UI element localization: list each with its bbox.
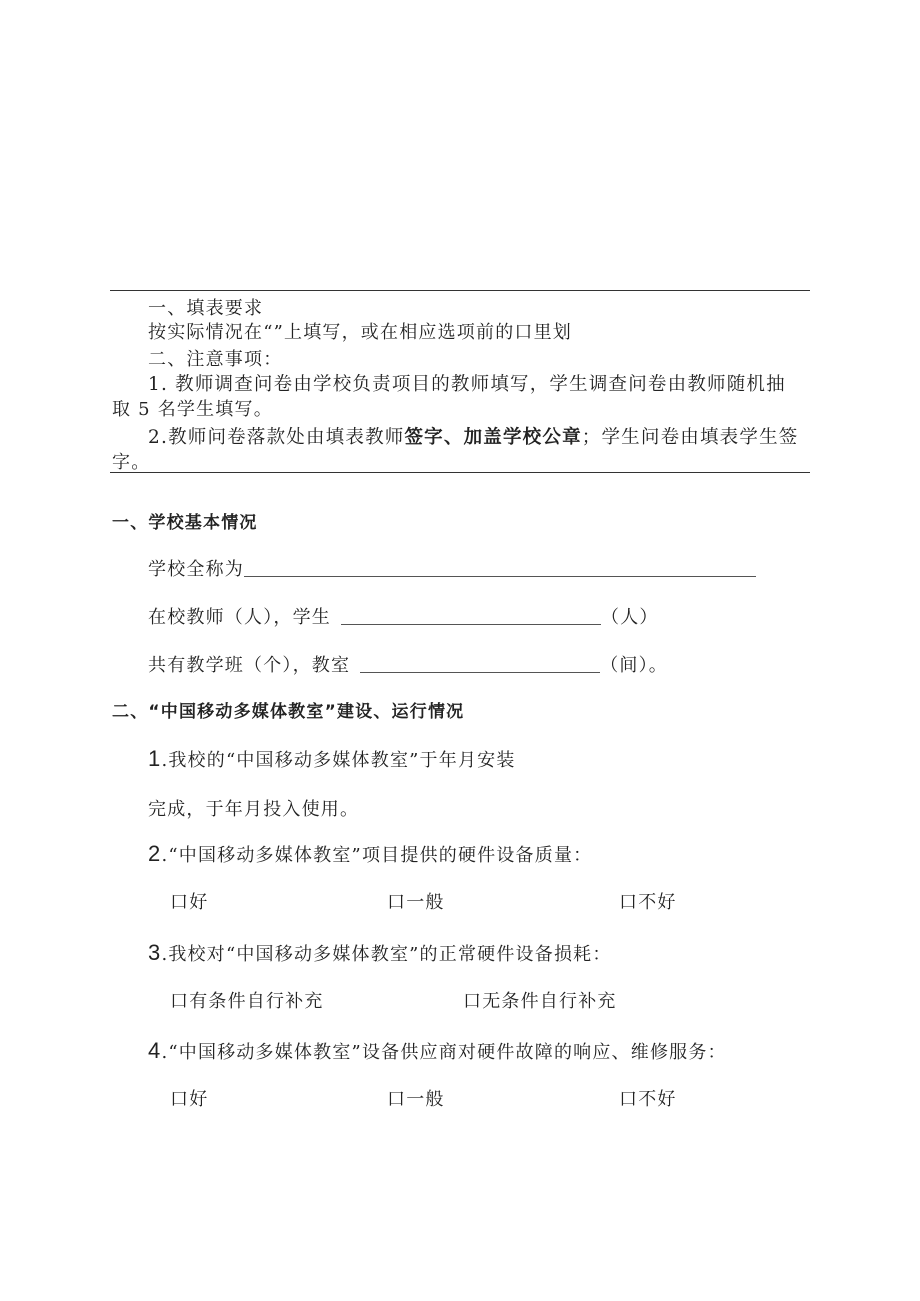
question-2-text: .“中国移动多媒体教室”项目提供的硬件设备质量： (161, 845, 593, 866)
teachers-label: 在校教师（人），学生 (148, 607, 331, 628)
school-name-field[interactable] (244, 560, 756, 577)
rooms-field[interactable] (360, 656, 600, 673)
question-2-number: 2 (148, 841, 162, 866)
students-field[interactable] (341, 608, 601, 625)
q4-option-good[interactable]: 口好 (170, 1089, 209, 1110)
question-3-number: 3 (148, 940, 162, 965)
question-1-text: .我校的“中国移动多媒体教室”于年月安装 (161, 750, 516, 771)
q4-option-poor[interactable]: 口不好 (619, 1089, 677, 1110)
instructions-heading-1: 一、填表要求 (148, 298, 264, 319)
question-4 (148, 1038, 727, 1064)
note-2-separator: 、 (443, 427, 464, 448)
question-1-continued: 完成，于年月投入使用。 (148, 799, 360, 820)
note-2-text-b: ；学生问卷由填表学生签 (581, 427, 799, 448)
q2-option-good[interactable]: 口好 (170, 892, 209, 913)
bottom-rule (110, 472, 810, 473)
q2-option-average[interactable]: 口一般 (387, 892, 445, 913)
instructions-heading-2: 二、注意事项： (148, 349, 283, 370)
school-name-row (148, 555, 756, 581)
note-2-seal: 加盖学校公章 (463, 427, 582, 448)
note-1-line-b: 取 5 名学生填写。 (112, 399, 273, 420)
classes-label: 共有教学班（个），教室 (148, 655, 351, 676)
question-3-text: .我校对“中国移动多媒体教室”的正常硬件设备损耗： (161, 944, 612, 965)
q4-option-average[interactable]: 口一般 (387, 1089, 445, 1110)
section-1-title: 一、学校基本情况 (112, 513, 258, 533)
note-2-text: 教师问卷落款处由填表教师 (168, 427, 405, 448)
note-2-number: 2. (148, 427, 169, 448)
q2-option-poor[interactable]: 口不好 (619, 892, 677, 913)
teachers-row (148, 603, 659, 629)
note-1-line-a: 1. 教师调查问卷由学校负责项目的教师填写，学生调查问卷由教师随机抽 (148, 374, 786, 395)
question-2 (148, 841, 592, 867)
section-2-title: 二、“中国移动多媒体教室”建设、运行情况 (112, 702, 465, 722)
instructions-line-1: 按实际情况在“”上填写，或在相应选项前的口里划 (148, 322, 573, 343)
q3-option-can-replenish[interactable]: 口有条件自行补充 (170, 991, 324, 1012)
school-name-label: 学校全称为 (148, 559, 244, 580)
question-1 (148, 746, 516, 772)
note-2-line-c: 字。 (112, 452, 151, 473)
q3-option-cannot-replenish[interactable]: 口无条件自行补充 (463, 991, 617, 1012)
students-unit: （人） (601, 607, 659, 628)
classes-row (148, 651, 668, 677)
question-3 (148, 940, 612, 966)
note-2-line-a (148, 423, 798, 449)
note-2-signature: 签字 (404, 427, 444, 448)
question-4-number: 4 (148, 1038, 162, 1063)
top-rule (110, 290, 810, 291)
question-1-number: 1 (148, 746, 162, 771)
rooms-unit: （间）。 (600, 655, 669, 676)
question-4-text: .“中国移动多媒体教室”设备供应商对硬件故障的响应、维修服务： (161, 1042, 727, 1063)
